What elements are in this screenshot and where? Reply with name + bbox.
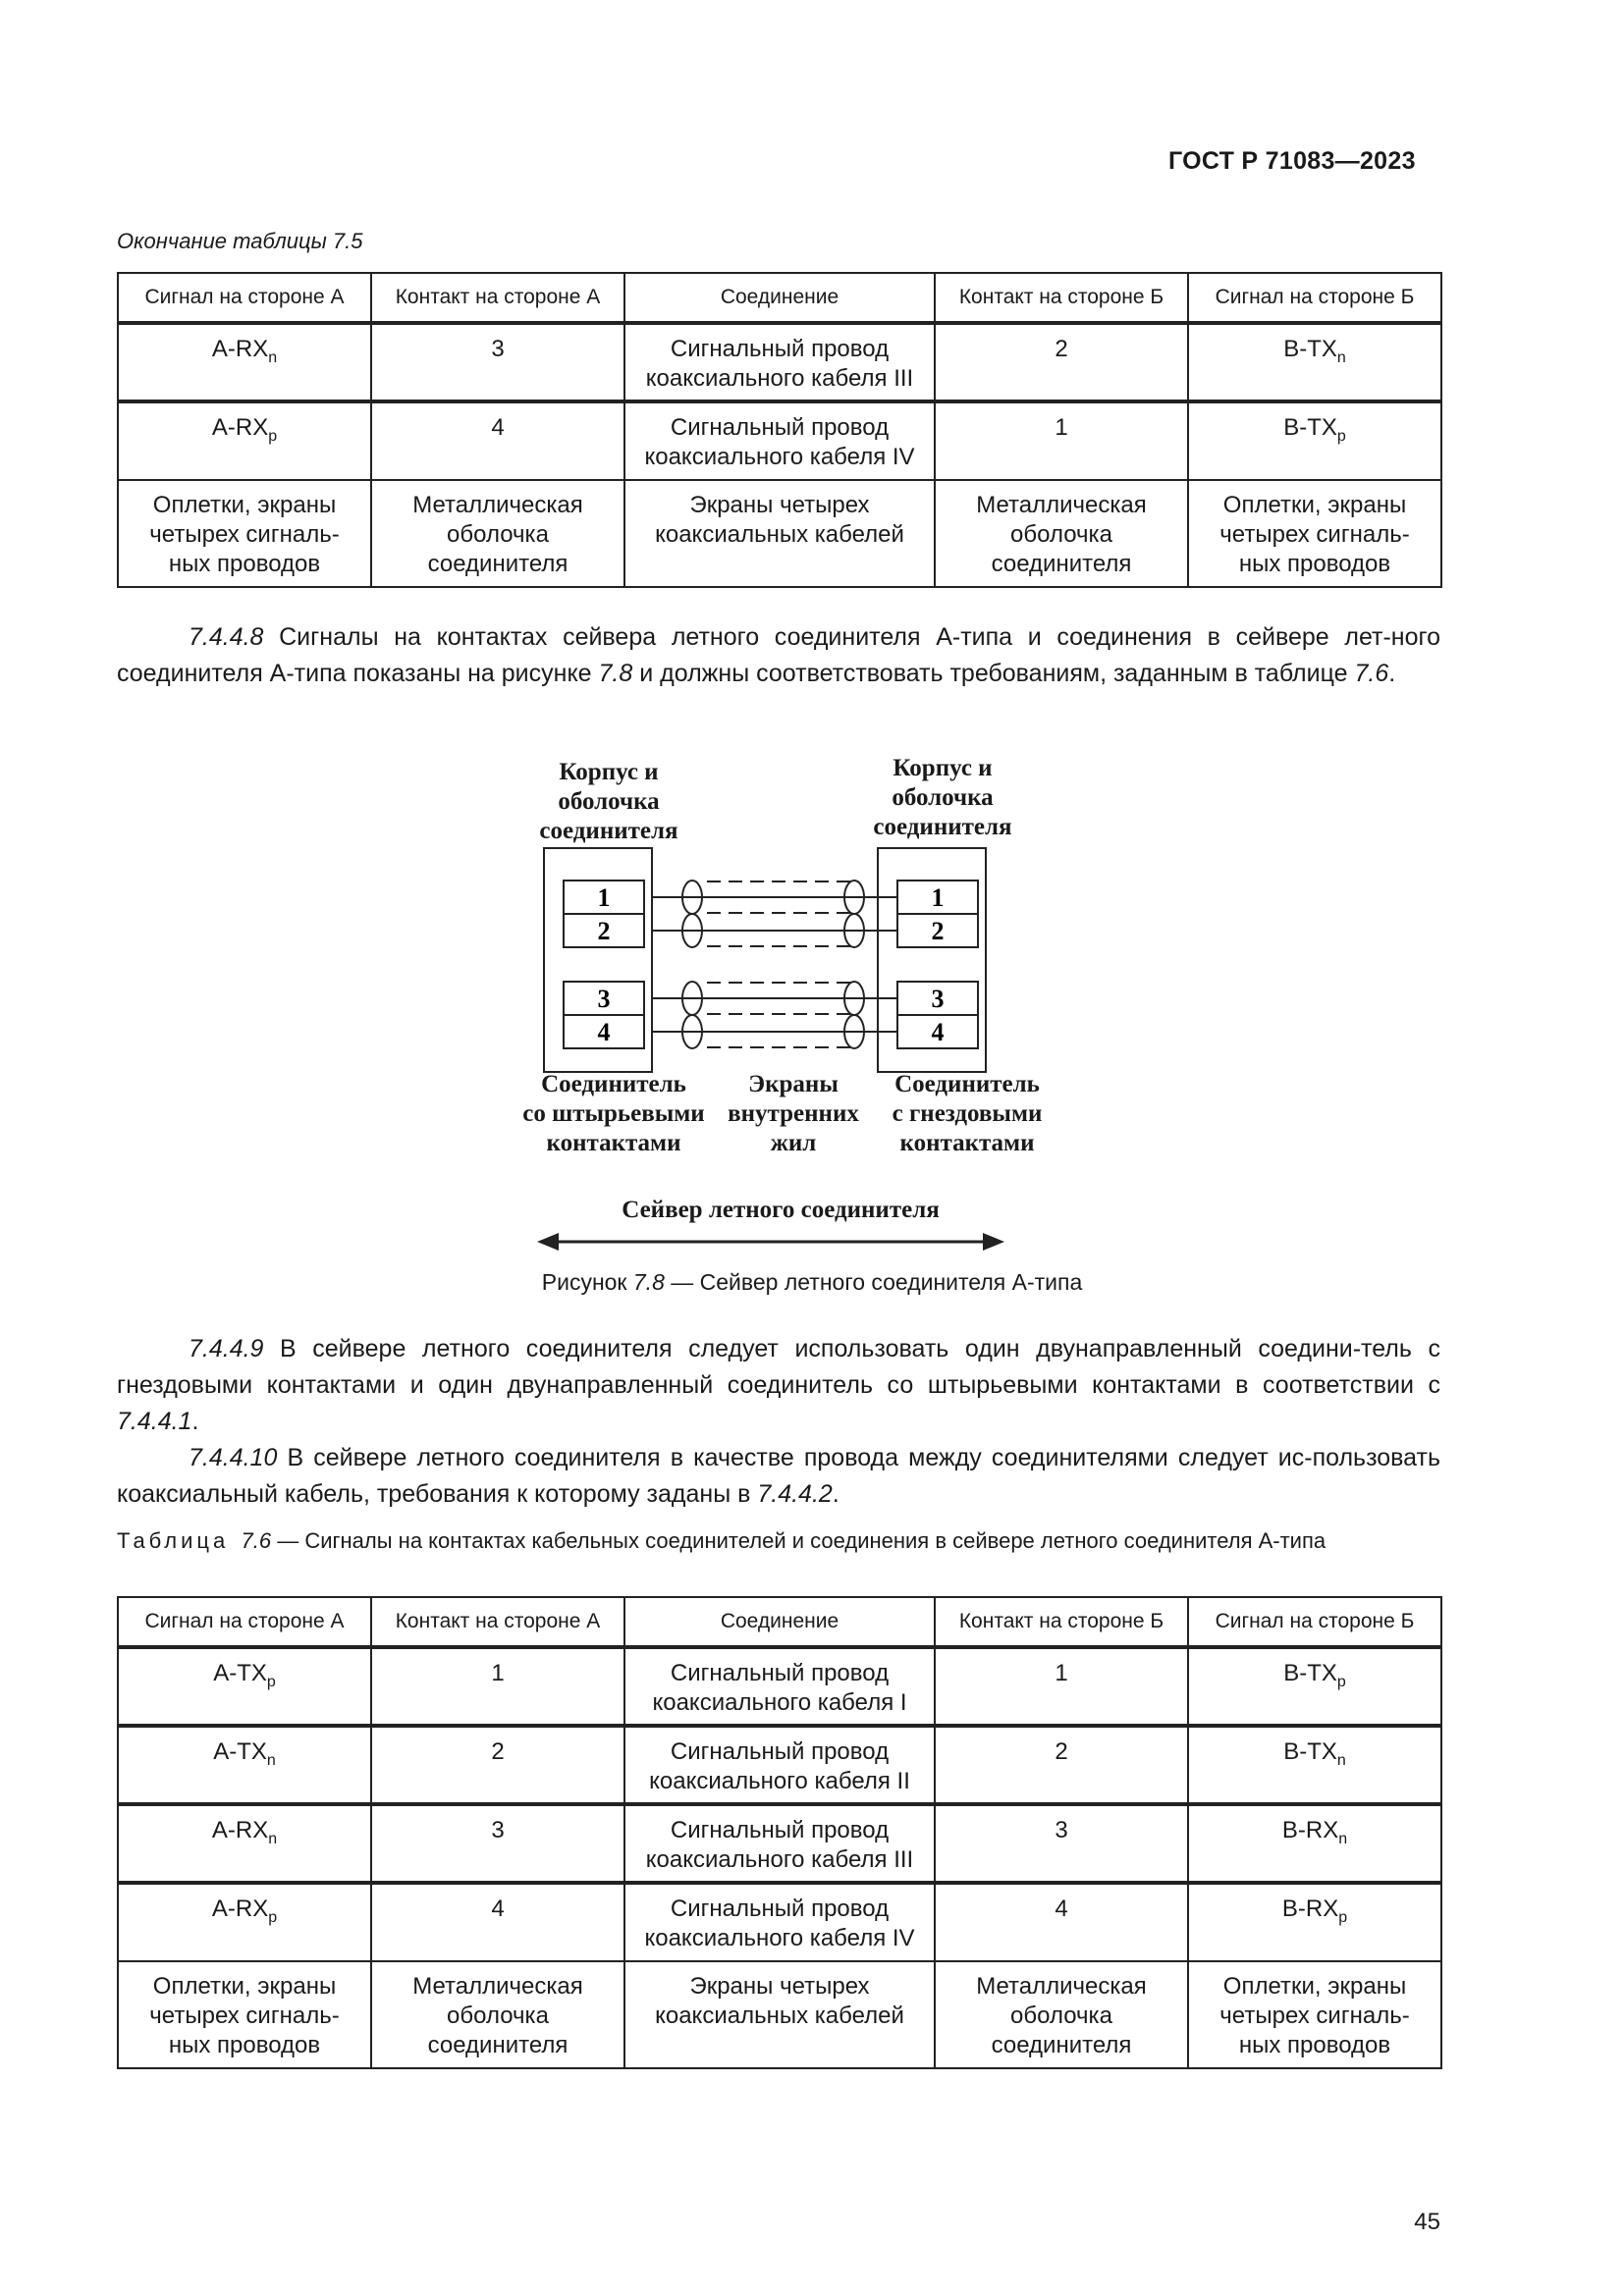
pin-b-cell: 2 — [935, 323, 1188, 401]
connection-cell: Сигнальный провод коаксиального кабеля IV — [624, 401, 935, 480]
connection-cell: Экраны четырех коаксиальных кабелей — [624, 480, 935, 587]
pin-number: 4 — [931, 1018, 945, 1046]
pin-a-cell: Металлическая оболочка соединителя — [371, 1961, 624, 2068]
pin-a-cell: 3 — [371, 323, 624, 401]
table-7-6 — [117, 1596, 1442, 2069]
table-7-5-caption: Окончание таблицы 7.5 — [117, 229, 363, 253]
table-row — [118, 1804, 1441, 1883]
connection-cell: Сигнальный провод коаксиального кабеля III — [624, 323, 935, 401]
table-header-row — [118, 1597, 1441, 1647]
signal-b-cell: Оплетки, экраны четырех сигналь- ных проводов — [1188, 480, 1441, 587]
pin-a-cell: Металлическая оболочка соединителя — [371, 480, 624, 587]
signal-b-cell: Оплетки, экраны четырех сигналь- ных проводов — [1188, 1961, 1441, 2068]
pin-number: 2 — [931, 917, 945, 945]
signal-b-cell: $B-TX_n$ — [1188, 323, 1441, 401]
signal-b-cell: $B-RX_n$ — [1188, 1804, 1441, 1883]
document-code: ГОСТ Р 71083—2023 — [1168, 147, 1416, 175]
signal-a-cell: Оплетки, экраны четырех сигналь- ных проводов — [118, 1961, 371, 2068]
column-header: Контакт на стороне Б — [935, 1597, 1188, 1647]
column-header: Сигнал на стороне А — [118, 273, 371, 323]
shield-row — [118, 480, 1441, 587]
pin-number: 1 — [931, 883, 945, 912]
column-header: Сигнал на стороне Б — [1188, 273, 1441, 323]
pin-number: 1 — [597, 883, 611, 912]
pin-b-cell: 2 — [935, 1726, 1188, 1804]
page-number: 45 — [1414, 2209, 1440, 2235]
column-header: Сигнал на стороне Б — [1188, 1597, 1441, 1647]
pin-b-cell: 1 — [935, 401, 1188, 480]
pin-number: 2 — [597, 917, 611, 945]
connection-cell: Сигнальный провод коаксиального кабеля III — [624, 1804, 935, 1883]
table-row — [118, 1883, 1441, 1961]
table-row — [118, 401, 1441, 480]
column-header: Соединение — [624, 273, 935, 323]
table-7-6-title: Таблица 7.6 — Сигналы на контактах кабельных соединителей и соединения в сейвере летного соединителя А-типа — [117, 1528, 1326, 1553]
shield-row — [118, 1961, 1441, 2068]
signal-b-cell: $B-TX_p$ — [1188, 401, 1441, 480]
pin-a-cell: 2 — [371, 1726, 624, 1804]
column-header: Контакт на стороне А — [371, 1597, 624, 1647]
table-7-5 — [117, 272, 1442, 588]
figure-right-label: Соединитель с гнездовыми контактами — [892, 1071, 1043, 1156]
signal-a-cell: $A-RX_n$ — [118, 323, 371, 401]
figure-right-title: Корпус и оболочка соединителя — [873, 755, 1012, 840]
pin-a-cell: 4 — [371, 1883, 624, 1961]
shield-terminations — [682, 881, 864, 1048]
signal-a-cell: $A-TX_n$ — [118, 1726, 371, 1804]
pin-b-cell: Металлическая оболочка соединителя — [935, 1961, 1188, 2068]
figure-left-label: Соединитель со штырьевыми контактами — [522, 1071, 705, 1156]
signal-b-cell: $B-TX_n$ — [1188, 1726, 1441, 1804]
double-arrow — [535, 1227, 1006, 1256]
figure-middle-label: Экраны внутренних жил — [728, 1071, 859, 1156]
pin-a-cell: 4 — [371, 401, 624, 480]
connection-cell: Сигнальный провод коаксиального кабеля II — [624, 1726, 935, 1804]
signal-a-cell: Оплетки, экраны четырех сигналь- ных проводов — [118, 480, 371, 587]
table-row — [118, 323, 1441, 401]
signal-b-cell: $B-RX_p$ — [1188, 1883, 1441, 1961]
figure-left-title: Корпус и оболочка соединителя — [539, 759, 678, 844]
saver-diagram — [530, 844, 1060, 1080]
pin-a-cell: 3 — [371, 1804, 624, 1883]
table-row — [118, 1647, 1441, 1726]
column-header: Контакт на стороне Б — [935, 273, 1188, 323]
pin-b-cell: 3 — [935, 1804, 1188, 1883]
column-header: Соединение — [624, 1597, 935, 1647]
shield-dashes — [707, 881, 854, 1047]
connection-cell: Экраны четырех коаксиальных кабелей — [624, 1961, 935, 2068]
table-header-row — [118, 273, 1441, 323]
connection-cell: Сигнальный провод коаксиального кабеля IV — [624, 1883, 935, 1961]
pin-b-cell: 4 — [935, 1883, 1188, 1961]
paragraph-7-4-4-10: 7.4.4.10 В сейвере летного соединителя в качестве провода между соединителями следует ис-пользовать коаксиальный кабель, требования к которому заданы в 7.4.4.2. — [117, 1444, 1440, 1508]
pin-a-cell: 1 — [371, 1647, 624, 1726]
column-header: Сигнал на стороне А — [118, 1597, 371, 1647]
arrow-label: Сейвер летного соединителя — [622, 1197, 940, 1223]
signal-a-cell: $A-TX_p$ — [118, 1647, 371, 1726]
pin-number: 3 — [597, 985, 611, 1013]
pin-b-cell: Металлическая оболочка соединителя — [935, 480, 1188, 587]
signal-a-cell: $A-RX_n$ — [118, 1804, 371, 1883]
pin-number: 3 — [931, 985, 945, 1013]
signal-a-cell: $A-RX_p$ — [118, 401, 371, 480]
pin-b-cell: 1 — [935, 1647, 1188, 1726]
figure-caption: Рисунок 7.8 — Сейвер летного соединителя А-типа — [541, 1269, 1083, 1295]
pin-number: 4 — [597, 1018, 611, 1046]
signal-a-cell: $A-RX_p$ — [118, 1883, 371, 1961]
connection-cell: Сигнальный провод коаксиального кабеля I — [624, 1647, 935, 1726]
column-header: Контакт на стороне А — [371, 273, 624, 323]
table-row — [118, 1726, 1441, 1804]
paragraph-7-4-4-8: 7.4.4.8 Сигналы на контактах сейвера летного соединителя А-типа и соединения в сейвере лет-ного соединителя А-типа показаны на рисунке 7.8 и должны соответствовать требованиям, заданным в таблице 7.6. — [117, 623, 1440, 687]
signal-b-cell: $B-TX_p$ — [1188, 1647, 1441, 1726]
paragraph-7-4-4-9: 7.4.4.9 В сейвере летного соединителя следует использовать один двунаправленный соедини-тель с гнездовыми контактами и один двунаправленный соединитель со штырьевыми контактами в соответствии с 7.4.4.1. — [117, 1335, 1440, 1435]
